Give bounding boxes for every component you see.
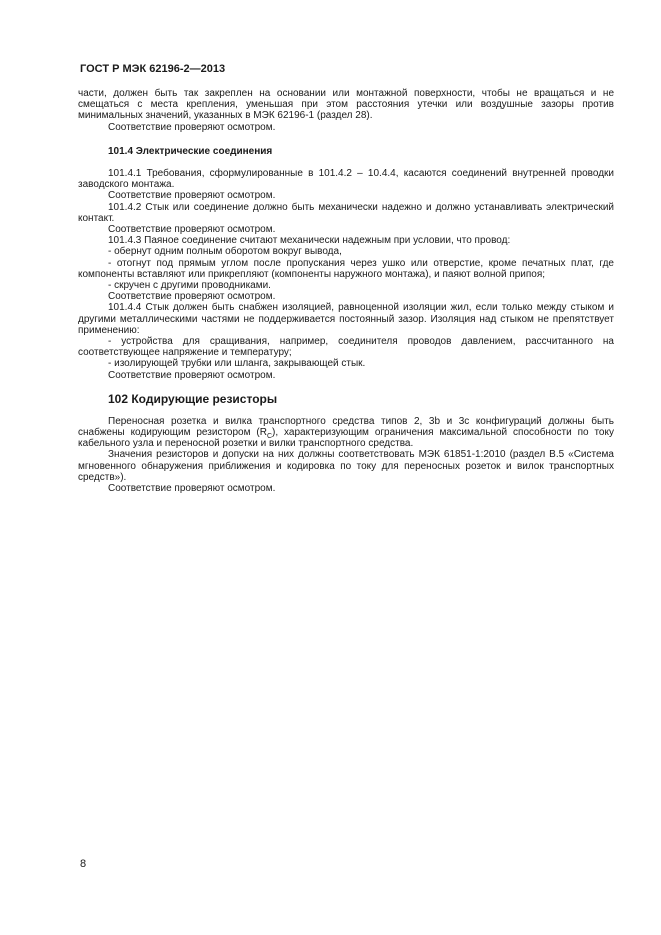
paragraph: 101.4.2 Стык или соединение должно быть механически надежно и должно устанавливать электрический контакт.: [78, 201, 614, 224]
paragraph: части, должен быть так закреплен на основании или монтажной поверхности, чтобы не вращаться и не смещаться с места крепления, уменьшая при этом расстояния утечки или воздушные зазоры против минимальных значений, указанных в МЭК 62196-1 (раздел 28).: [78, 88, 614, 122]
compliance-note: Соответствие проверяют осмотром.: [108, 369, 276, 381]
compliance-note: Соответствие проверяют осмотром.: [108, 483, 276, 495]
paragraph-text: Переносная розетка и вилка транспортного средства типов 2, 3b и 3c конфигураций должны быть снабжены кодирующим резистором (R: [78, 415, 614, 439]
paragraph: 101.4.3 Паяное соединение считают механически надежным при условии, что провод:: [108, 235, 511, 247]
page-body: [78, 88, 614, 494]
subscript: C: [266, 433, 272, 441]
document-header: ГОСТ Р МЭК 62196-2—2013: [80, 63, 226, 75]
section-heading-101-4: 101.4 Электрические соединения: [108, 145, 273, 157]
list-item: - отогнут под прямым углом после пропускания через ушко или отверстие, кроме печатных плат, где компоненты вставляют или прикрепляют (компоненты наружного монтажа), и паяют волной припоя;: [78, 257, 614, 280]
paragraph: [78, 416, 614, 450]
paragraph: 101.4.1 Требования, сформулированные в 101.4.2 – 10.4.4, касаются соединений внутренней проводки заводского монтажа.: [78, 168, 614, 191]
list-item: - изолирующей трубки или шланга, закрывающей стык.: [108, 358, 366, 370]
page-number: 8: [80, 858, 87, 870]
compliance-note: Соответствие проверяют осмотром.: [108, 190, 276, 202]
section-heading-102: 102 Кодирующие резисторы: [108, 391, 278, 406]
paragraph: Значения резисторов и допуски на них должны соответствовать МЭК 61851-1:2010 (раздел В.5 «Система мгновенного обнаружения приближения и кодировка по току для переносных розеток и вилок транспортных средств»).: [78, 449, 614, 483]
compliance-note: Соответствие проверяют осмотром.: [108, 224, 276, 236]
list-item: - скручен с другими проводниками.: [108, 280, 271, 292]
list-item: - обернут одним полным оборотом вокруг вывода,: [108, 246, 342, 258]
compliance-note: Соответствие проверяют осмотром.: [108, 291, 276, 303]
compliance-note: Соответствие проверяют осмотром.: [108, 121, 276, 133]
paragraph-text: ), характеризующим ограничения максимальной способности по току кабельного узла и переносной розетки и вилки транспортного средства.: [78, 427, 614, 450]
list-item: - устройства для сращивания, например, соединителя проводов давлением, рассчитанного на соответствующее напряжение и температуру;: [78, 336, 614, 359]
paragraph: 101.4.4 Стык должен быть снабжен изоляцией, равноценной изоляции жил, если только между стыком и другими металлическими частями не поддерживается постоянный зазор. Изоляция над стыком не препятствует применению:: [78, 302, 614, 336]
